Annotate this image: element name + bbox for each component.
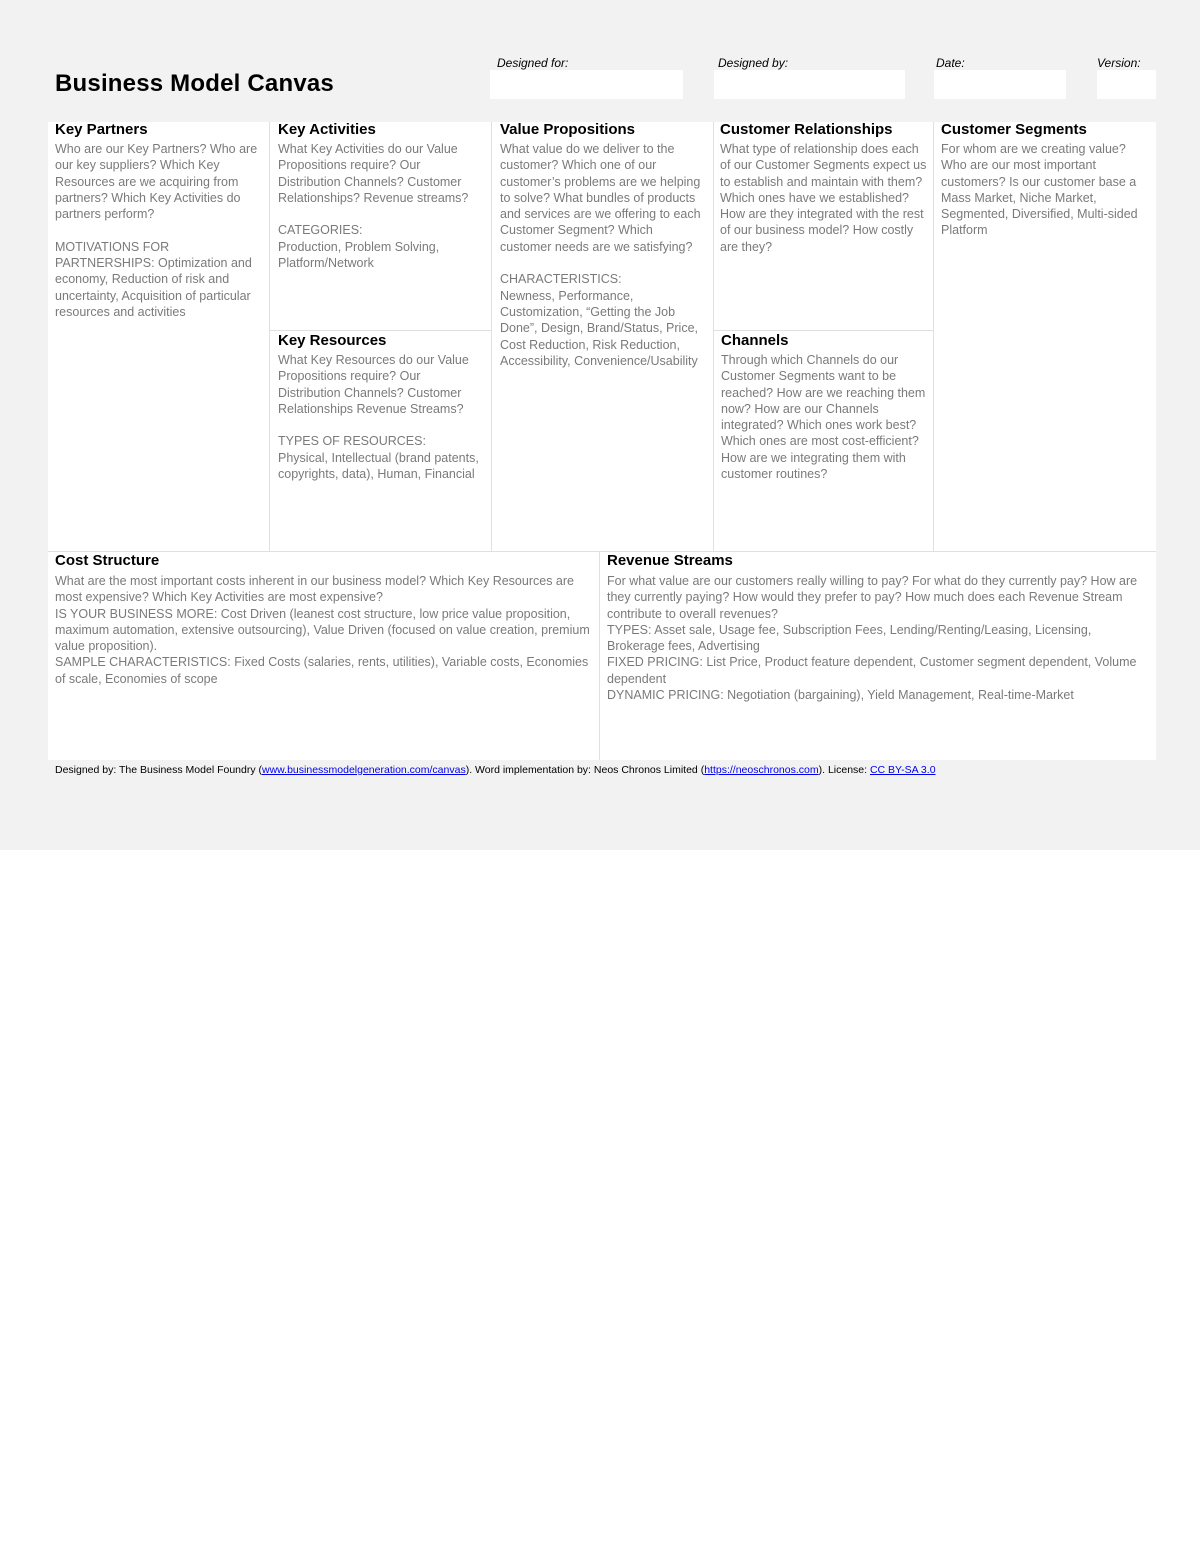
divider — [599, 551, 600, 760]
designed-by-field[interactable] — [714, 70, 905, 99]
channels-text: Through which Channels do our Customer Segments want to be reached? How are we reaching them now? How are our Channels integrated? Which ones work best? Which ones are most cost-efficient? How are we integrating them with customer routines? — [721, 353, 926, 482]
divider — [933, 122, 934, 551]
revenue-streams-text: For what value are our customers really willing to pay? For what do they currently pay? How are they currently paying? How would they prefer to pay? How much does each Revenue Stream contribute to overall revenues? TYPES: Asset sale, Usage fee, Subscription Fees, Lending/Renting/Leasing, Licensing, Brokerage fees, Advertising FIXED PRICING: List Price, Product feature dependent, Customer segment dependent, Volume dependent DYNAMIC PRICING: Negotiation (bargaining), Yield Management, Real-time-Market — [607, 574, 1138, 703]
designed-for-label: Designed for: — [497, 56, 569, 70]
designed-for-field[interactable] — [490, 70, 683, 99]
customer-segments-block[interactable] — [935, 122, 1156, 551]
divider — [713, 330, 933, 331]
footer-mid: ). Word implementation by: Neos Chronos Limited ( — [465, 764, 705, 776]
customer-relationships-title: Customer Relationships — [720, 121, 893, 138]
divider — [48, 551, 1156, 552]
canvas-source-link[interactable]: www.businessmodelgeneration.com/canvas — [262, 764, 466, 776]
date-label: Date: — [936, 56, 965, 70]
date-field[interactable] — [934, 70, 1066, 99]
value-propositions-title: Value Propositions — [500, 121, 636, 138]
designed-by-label: Designed by: — [718, 56, 789, 70]
key-resources-title: Key Resources — [278, 332, 387, 349]
value-propositions-text: What value do we deliver to the customer? Which one of our customer’s problems are we helping to solve? What bundles of products and services are we offering to each Customer Segment? Which customer needs are we satisfying? CHARACTERISTICS: Newness, Performance, Customization, “Getting the Job Done”, Design, Brand/Status, Price, Cost Reduction, Risk Reduction, Accessibility, Convenience/Usability — [500, 142, 701, 368]
value-propositions-block[interactable] — [494, 122, 713, 551]
customer-segments-title: Customer Segments — [941, 121, 1087, 138]
channels-title: Channels — [721, 332, 789, 349]
version-label: Version: — [1097, 56, 1141, 70]
cost-structure-title: Cost Structure — [55, 552, 160, 569]
key-activities-title: Key Activities — [278, 121, 376, 138]
version-field[interactable] — [1097, 70, 1156, 99]
neoschronos-link[interactable]: https://neoschronos.com — [704, 764, 819, 776]
key-partners-title: Key Partners — [55, 121, 148, 138]
key-partners-block[interactable] — [49, 122, 269, 551]
customer-relationships-block[interactable] — [714, 122, 933, 330]
footer-suffix: ). License: — [818, 764, 870, 776]
attribution-footer — [55, 764, 936, 776]
key-activities-block[interactable] — [272, 122, 491, 330]
key-resources-text: What Key Resources do our Value Propositions require? Our Distribution Channels? Customer Relationships Revenue Streams? TYPES OF RESOURCES: Physical, Intellectual (brand patents, copyrights, data), Human, Financial — [278, 353, 479, 482]
footer-prefix: Designed by: The Business Model Foundry ( — [55, 764, 262, 776]
divider — [269, 122, 270, 551]
customer-segments-text: For whom are we creating value? Who are our most important customers? Is our customer base a Mass Market, Niche Market, Segmented, Diversified, Multi-sided Platform — [941, 142, 1138, 238]
cost-structure-text: What are the most important costs inherent in our business model? Which Key Resources are most expensive? Which Key Activities are most expensive? IS YOUR BUSINESS MORE: Cost Driven (leanest cost structure, low price value proposition, maximum automation, extensive outsourcing), Value Driven (focused on value creation, premium value proposition). SAMPLE CHARACTERISTICS: Fixed Costs (salaries, rents, utilities), Variable costs, Economies of scale, Economies of scope — [55, 574, 590, 686]
channels-block[interactable] — [715, 333, 933, 551]
divider — [491, 122, 492, 551]
revenue-streams-title: Revenue Streams — [607, 552, 733, 569]
customer-relationships-text: What type of relationship does each of our Customer Segments expect us to establish and maintain with them? Which ones have we established? How are they integrated with the rest of our business model? How costly are they? — [720, 142, 927, 254]
key-activities-text: What Key Activities do our Value Propositions require? Our Distribution Channels? Customer Relationships? Revenue streams? CATEGORIES: Production, Problem Solving, Platform/Network — [278, 142, 469, 271]
key-resources-block[interactable] — [272, 333, 491, 551]
cost-structure-block[interactable] — [49, 553, 599, 760]
license-link[interactable]: CC BY-SA 3.0 — [869, 764, 936, 776]
divider — [269, 330, 491, 331]
key-partners-text: Who are our Key Partners? Who are our key suppliers? Which Key Resources are we acquiring from partners? Which Key Activities do partners perform? MOTIVATIONS FOR PARTNERSHIPS: Optimization and economy, Reduction of risk and uncertainty, Acquisition of particular resources and activities — [55, 142, 258, 319]
revenue-streams-block[interactable] — [601, 553, 1156, 760]
canvas-grid — [48, 122, 1156, 760]
page-title: Business Model Canvas — [55, 70, 334, 97]
